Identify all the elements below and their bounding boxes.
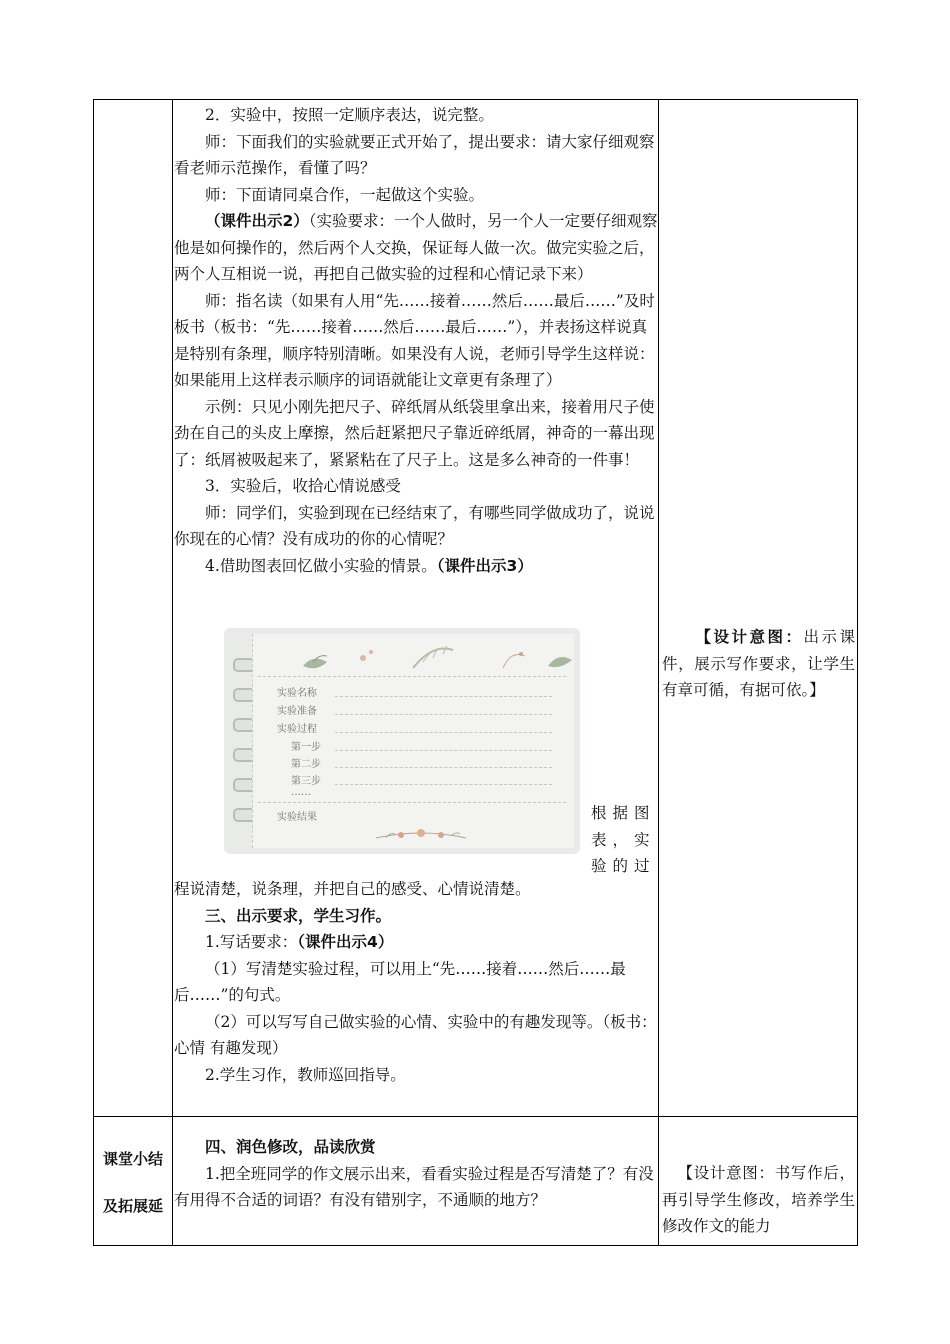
column-divider — [172, 100, 173, 1245]
row-label-line: 及拓展延 — [102, 1197, 163, 1215]
fill-line — [335, 767, 552, 768]
row-label-line: 课堂小结 — [102, 1150, 163, 1168]
leaf-decoration-icon — [273, 638, 593, 678]
courseware-tag: （课件出示3） — [436, 556, 533, 575]
experiment-record-card-image — [224, 628, 580, 854]
paragraph: 师：下面我们的实验就要正式开始了，提出要求：请大家仔细观察看老师示范操作，看懂了吗？ — [174, 132, 655, 177]
main-content-continued — [174, 876, 659, 1088]
paragraph: （1）写清楚实验过程，可以用上“先……接着……然后……最后……”的句式。 — [174, 959, 626, 1004]
fill-line — [335, 696, 552, 697]
side-text — [591, 800, 656, 880]
side-text-line: 表，实 — [591, 830, 656, 849]
paragraph: 2.学生习作，教师巡回指导。 — [205, 1065, 406, 1084]
paragraph: （2）可以写写自己做实验的心情、实验中的有趣发现等。（板书：心情 有趣发现） — [174, 1012, 657, 1057]
lesson-plan-table — [93, 99, 858, 1246]
paragraph: 1.把全班同学的作文展示出来，看看实验过程是否写清楚了？有没有用得不合适的词语？有没有错别字，不通顺的地方？ — [174, 1164, 654, 1209]
courseware-tag: （课件出示2） — [205, 212, 309, 230]
paragraph: 2．实验中，按照一定顺序表达，说完整。 — [205, 106, 494, 124]
paragraph-text: （实验要求：一个人做时，另一个人一定要仔细观察他是如何操作的，然后两个人交换，保证每人做一次。做完实验之后，两个人互相说一说，再把自己做实验的过程和心情记录下来） — [174, 212, 658, 283]
paragraph: 师：同学们，实验到现在已经结束了，有哪些同学做成功了，说说你现在的心情？没有成功的你的心情呢？ — [174, 503, 655, 548]
design-intent-note — [662, 624, 855, 704]
courseware-tag: （课件出示4） — [297, 933, 394, 951]
design-intent-note: 【设计意图：书写作后，再引导学生修改，培养学生修改作文的能力 — [662, 1164, 855, 1235]
summary-content — [174, 1134, 659, 1214]
fill-line — [335, 714, 552, 715]
note-label: 【设计意图： — [693, 628, 804, 646]
paragraph — [174, 929, 659, 956]
paragraph: 程说清楚，说条理，并把自己的感受、心情说清楚。 — [174, 880, 531, 898]
row-label — [94, 1148, 172, 1216]
fill-line — [335, 750, 552, 751]
card-label-step3: 第三步 — [291, 776, 321, 787]
main-content — [174, 102, 659, 579]
paragraph-text: 1.写话要求： — [205, 933, 298, 951]
paragraph: 师：指名读（如果有人用“先……接着……然后……最后……”及时板书（板书：“先……接着……然后……最后……”），并表扬这样说真是特别有条理，顺序特别清晰。如果没有人说，老师引导学生这样说：如果能用上这样表示顺序的词语就能让文章更有条理了） — [174, 291, 655, 389]
card-paper — [252, 634, 574, 848]
divider — [258, 802, 566, 803]
fill-line — [335, 732, 552, 733]
divider — [258, 676, 566, 677]
paragraph: 示例：只见小刚先把尺子、碎纸屑从纸袋里拿出来，接着用尺子使劲在自己的头皮上摩擦，然后赶紧把尺子靠近碎纸屑，神奇的一幕出现了：纸屑被吸起来了，紧紧粘在了尺子上。这是多么神奇的一件事！ — [174, 397, 655, 469]
paragraph — [174, 553, 659, 580]
side-text-line: 根据图 — [591, 804, 656, 822]
paragraph: 3．实验后，收拾心情说感受 — [205, 477, 401, 495]
card-label-ellipsis: …… — [291, 787, 311, 798]
card-label-prep: 实验准备 — [277, 706, 317, 717]
card-label-step2: 第二步 — [291, 759, 321, 770]
section-heading: 四、润色修改，品读欣赏 — [205, 1138, 376, 1156]
fill-line — [335, 784, 552, 785]
row-divider — [94, 1116, 857, 1117]
paragraph — [174, 208, 659, 288]
side-text-line: 验的过 — [591, 857, 656, 875]
paragraph: 师：下面请同桌合作，一起做这个实验。 — [205, 185, 485, 204]
card-label-step1: 第一步 — [291, 742, 321, 753]
card-label-name: 实验名称 — [277, 688, 317, 699]
card-label-process: 实验过程 — [277, 724, 317, 735]
paragraph-text: 4.借助图表回忆做小实验的情景。 — [205, 556, 437, 575]
flower-decoration-icon — [371, 826, 471, 848]
note-text: 出示课件，展示写作要求，让学生有章可循，有据可依。】 — [662, 628, 855, 699]
section-heading: 三、出示要求，学生习作。 — [205, 906, 392, 925]
card-label-result: 实验结果 — [277, 812, 317, 823]
